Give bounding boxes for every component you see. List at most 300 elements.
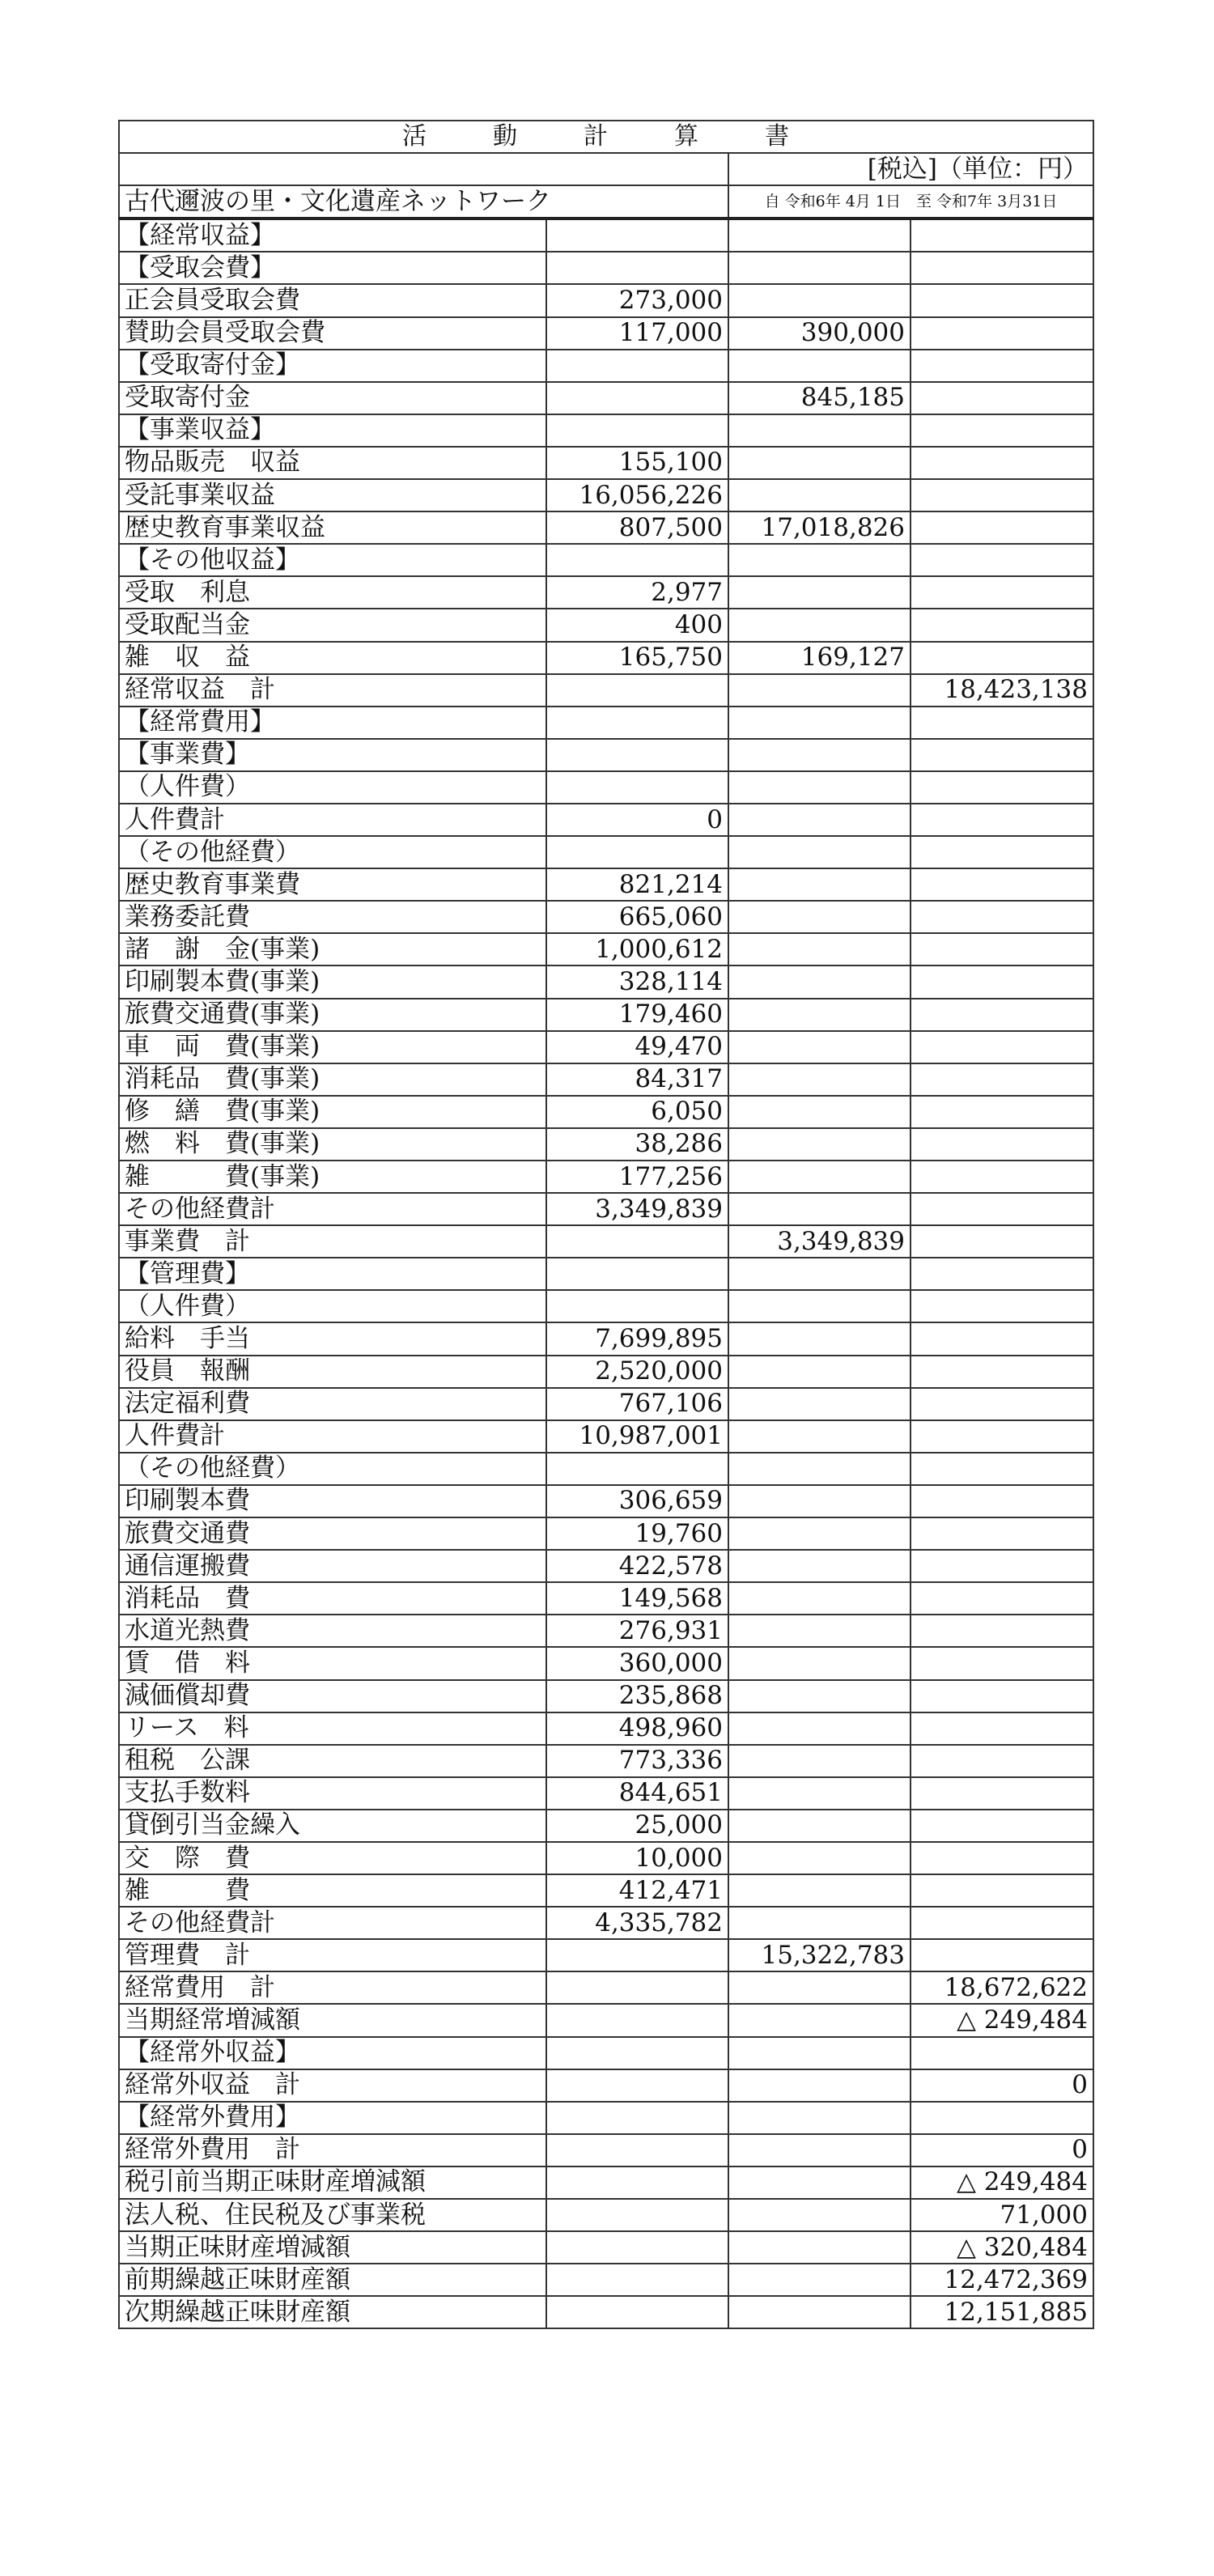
detail-amount: 7,699,895: [546, 1322, 728, 1355]
table-row: [119, 2264, 1093, 2296]
subtotal-amount: [728, 1842, 910, 1874]
item-label: 【その他収益】: [119, 544, 546, 576]
total-amount: [910, 1225, 1093, 1258]
total-amount: [910, 511, 1093, 544]
detail-amount: [546, 2069, 728, 2102]
table-row: [119, 317, 1093, 350]
total-amount: [910, 609, 1093, 641]
detail-amount: 276,931: [546, 1615, 728, 1647]
detail-amount: 412,471: [546, 1874, 728, 1907]
total-amount: [910, 1777, 1093, 1810]
subtotal-amount: [728, 1615, 910, 1647]
total-amount: [910, 1712, 1093, 1745]
item-label: 諸 謝 金(事業): [119, 933, 546, 965]
item-label: 経常費用 計: [119, 1971, 546, 2004]
detail-amount: 117,000: [546, 317, 728, 350]
total-amount: [910, 1453, 1093, 1485]
detail-amount: [546, 544, 728, 576]
subtotal-amount: [728, 804, 910, 836]
subtotal-amount: [728, 350, 910, 382]
detail-amount: 2,977: [546, 576, 728, 609]
detail-amount: 306,659: [546, 1485, 728, 1517]
item-label: 旅費交通費(事業): [119, 999, 546, 1031]
subtotal-amount: [728, 2166, 910, 2199]
subtotal-amount: [728, 1063, 910, 1096]
table-row: [119, 511, 1093, 544]
total-amount: [910, 804, 1093, 836]
subtotal-amount: [728, 2037, 910, 2069]
statement-title: 活 動 計 算 書: [119, 121, 1093, 153]
item-label: 支払手数料: [119, 1777, 546, 1810]
item-label: 当期正味財産増減額: [119, 2231, 546, 2264]
table-row: [119, 1453, 1093, 1485]
table-row: [119, 1907, 1093, 1939]
total-amount: [910, 1615, 1093, 1647]
detail-amount: 179,460: [546, 999, 728, 1031]
table-row: [119, 1225, 1093, 1258]
table-row: [119, 1680, 1093, 1712]
subtotal-amount: [728, 1096, 910, 1128]
detail-amount: [546, 2037, 728, 2069]
table-row: [119, 2102, 1093, 2134]
subtotal-amount: 845,185: [728, 382, 910, 414]
subtotal-amount: [728, 771, 910, 804]
detail-amount: 1,000,612: [546, 933, 728, 965]
detail-amount: [546, 2166, 728, 2199]
subtotal-amount: [728, 2199, 910, 2231]
detail-amount: 6,050: [546, 1096, 728, 1128]
total-amount: [910, 219, 1093, 252]
total-amount: [910, 1388, 1093, 1420]
item-label: その他経費計: [119, 1193, 546, 1225]
table-row: [119, 868, 1093, 901]
subtotal-amount: [728, 2231, 910, 2264]
total-amount: 12,472,369: [910, 2264, 1093, 2296]
detail-amount: [546, 1258, 728, 1290]
total-amount: [910, 447, 1093, 479]
item-label: 次期繰越正味財産額: [119, 2296, 546, 2328]
table-row: [119, 1615, 1093, 1647]
subtotal-amount: [728, 1810, 910, 1842]
subtotal-amount: [728, 2102, 910, 2134]
item-label: 【受取会費】: [119, 252, 546, 284]
subtotal-amount: [728, 1193, 910, 1225]
item-label: 雑 費: [119, 1874, 546, 1907]
item-label: 賛助会員受取会費: [119, 317, 546, 350]
total-amount: [910, 1874, 1093, 1907]
item-label: 給料 手当: [119, 1322, 546, 1355]
item-label: 法人税、住民税及び事業税: [119, 2199, 546, 2231]
item-label: 消耗品 費: [119, 1582, 546, 1615]
item-label: 車 両 費(事業): [119, 1031, 546, 1063]
total-amount: 18,672,622: [910, 1971, 1093, 2004]
detail-amount: 0: [546, 804, 728, 836]
total-amount: [910, 1680, 1093, 1712]
detail-amount: [546, 252, 728, 284]
detail-amount: 498,960: [546, 1712, 728, 1745]
detail-amount: [546, 414, 728, 447]
detail-amount: [546, 2199, 728, 2231]
item-label: 【管理費】: [119, 1258, 546, 1290]
table-row: [119, 999, 1093, 1031]
table-row: [119, 1550, 1093, 1582]
subtotal-amount: [728, 1161, 910, 1193]
subtotal-amount: [728, 1712, 910, 1745]
item-label: 歴史教育事業収益: [119, 511, 546, 544]
item-label: 税引前当期正味財産増減額: [119, 2166, 546, 2199]
table-row: [119, 965, 1093, 998]
total-amount: [910, 2102, 1093, 2134]
detail-amount: 25,000: [546, 1810, 728, 1842]
detail-amount: [546, 2102, 728, 2134]
item-label: 前期繰越正味財産額: [119, 2264, 546, 2296]
detail-amount: 400: [546, 609, 728, 641]
item-label: 人件費計: [119, 804, 546, 836]
subtotal-amount: [728, 1550, 910, 1582]
item-label: 【受取寄付金】: [119, 350, 546, 382]
total-amount: [910, 1745, 1093, 1777]
table-row: [119, 642, 1093, 674]
total-amount: [910, 707, 1093, 739]
subtotal-amount: [728, 2264, 910, 2296]
total-amount: [910, 382, 1093, 414]
item-label: 当期経常増減額: [119, 2004, 546, 2036]
total-amount: [910, 1842, 1093, 1874]
item-label: 経常外費用 計: [119, 2134, 546, 2166]
detail-amount: [546, 674, 728, 707]
table-row: [119, 609, 1093, 641]
item-label: 修 繕 費(事業): [119, 1096, 546, 1128]
unit-label: [税込]（単位：円）: [728, 153, 1093, 185]
subtotal-amount: [728, 965, 910, 998]
item-label: 経常外収益 計: [119, 2069, 546, 2102]
table-row: [119, 2004, 1093, 2036]
table-row: [119, 1322, 1093, 1355]
subtotal-amount: [728, 901, 910, 933]
total-amount: 12,151,885: [910, 2296, 1093, 2328]
total-amount: [910, 252, 1093, 284]
detail-amount: 422,578: [546, 1550, 728, 1582]
subtotal-amount: [728, 447, 910, 479]
table-row: [119, 804, 1093, 836]
table-row: [119, 674, 1093, 707]
item-label: 物品販売 収益: [119, 447, 546, 479]
item-label: 受取寄付金: [119, 382, 546, 414]
statement-body: [119, 121, 1093, 2328]
item-label: 人件費計: [119, 1420, 546, 1453]
total-amount: [910, 1063, 1093, 1096]
detail-amount: 844,651: [546, 1777, 728, 1810]
total-amount: [910, 544, 1093, 576]
total-amount: [910, 350, 1093, 382]
total-amount: [910, 999, 1093, 1031]
unit-row: [119, 153, 1093, 185]
item-label: その他経費計: [119, 1907, 546, 1939]
item-label: 【経常費用】: [119, 707, 546, 739]
item-label: 通信運搬費: [119, 1550, 546, 1582]
organization-row: [119, 185, 1093, 219]
table-row: [119, 1063, 1093, 1096]
detail-amount: [546, 1225, 728, 1258]
table-row: [119, 1810, 1093, 1842]
detail-amount: 767,106: [546, 1388, 728, 1420]
table-row: [119, 284, 1093, 316]
item-label: （人件費）: [119, 771, 546, 804]
detail-amount: 10,000: [546, 1842, 728, 1874]
item-label: 【事業費】: [119, 739, 546, 771]
total-amount: [910, 1031, 1093, 1063]
item-label: 【経常収益】: [119, 219, 546, 252]
subtotal-amount: [728, 284, 910, 316]
item-label: 交 際 費: [119, 1842, 546, 1874]
subtotal-amount: [728, 707, 910, 739]
item-label: 燃 料 費(事業): [119, 1128, 546, 1161]
table-row: [119, 1712, 1093, 1745]
subtotal-amount: 17,018,826: [728, 511, 910, 544]
activity-statement-table: [118, 120, 1094, 2329]
subtotal-amount: [728, 414, 910, 447]
detail-amount: 155,100: [546, 447, 728, 479]
detail-amount: [546, 836, 728, 868]
total-amount: △ 249,484: [910, 2004, 1093, 2036]
table-row: [119, 901, 1093, 933]
detail-amount: [546, 771, 728, 804]
table-row: [119, 1745, 1093, 1777]
detail-amount: [546, 2296, 728, 2328]
subtotal-amount: [728, 1322, 910, 1355]
total-amount: 18,423,138: [910, 674, 1093, 707]
item-label: 賃 借 料: [119, 1647, 546, 1679]
subtotal-amount: [728, 1517, 910, 1550]
total-amount: 71,000: [910, 2199, 1093, 2231]
table-row: [119, 1939, 1093, 1971]
table-row: [119, 382, 1093, 414]
item-label: 印刷製本費: [119, 1485, 546, 1517]
item-label: 歴史教育事業費: [119, 868, 546, 901]
item-label: 受取 利息: [119, 576, 546, 609]
unit-row-blank: [119, 153, 728, 185]
table-row: [119, 1290, 1093, 1322]
item-label: 受取配当金: [119, 609, 546, 641]
subtotal-amount: [728, 2134, 910, 2166]
item-label: 水道光熱費: [119, 1615, 546, 1647]
item-label: 租税 公課: [119, 1745, 546, 1777]
table-row: [119, 1388, 1093, 1420]
total-amount: [910, 414, 1093, 447]
table-row: [119, 219, 1093, 252]
detail-amount: [546, 1971, 728, 2004]
detail-amount: 19,760: [546, 1517, 728, 1550]
table-row: [119, 1874, 1093, 1907]
item-label: 【経常外費用】: [119, 2102, 546, 2134]
total-amount: [910, 868, 1093, 901]
table-row: [119, 1842, 1093, 1874]
table-row: [119, 1420, 1093, 1453]
total-amount: [910, 1322, 1093, 1355]
total-amount: [910, 479, 1093, 511]
item-label: 経常収益 計: [119, 674, 546, 707]
item-label: 【経常外収益】: [119, 2037, 546, 2069]
table-row: [119, 414, 1093, 447]
total-amount: [910, 2037, 1093, 2069]
total-amount: [910, 739, 1093, 771]
table-row: [119, 2231, 1093, 2264]
detail-amount: 235,868: [546, 1680, 728, 1712]
item-label: 雑 収 益: [119, 642, 546, 674]
subtotal-amount: [728, 609, 910, 641]
item-label: （その他経費）: [119, 1453, 546, 1485]
item-label: 正会員受取会費: [119, 284, 546, 316]
total-amount: [910, 965, 1093, 998]
total-amount: [910, 771, 1093, 804]
item-label: （人件費）: [119, 1290, 546, 1322]
detail-amount: 328,114: [546, 965, 728, 998]
detail-amount: [546, 382, 728, 414]
item-label: 旅費交通費: [119, 1517, 546, 1550]
table-row: [119, 836, 1093, 868]
table-row: [119, 1161, 1093, 1193]
table-row: [119, 1777, 1093, 1810]
table-row: [119, 2134, 1093, 2166]
item-label: 減価償却費: [119, 1680, 546, 1712]
item-label: 貸倒引当金繰入: [119, 1810, 546, 1842]
detail-amount: 16,056,226: [546, 479, 728, 511]
table-row: [119, 1485, 1093, 1517]
table-row: [119, 771, 1093, 804]
total-amount: [910, 1290, 1093, 1322]
subtotal-amount: [728, 739, 910, 771]
subtotal-amount: [728, 1356, 910, 1388]
detail-amount: [546, 707, 728, 739]
item-label: 管理費 計: [119, 1939, 546, 1971]
table-row: [119, 576, 1093, 609]
detail-amount: 821,214: [546, 868, 728, 901]
detail-amount: [546, 739, 728, 771]
total-amount: [910, 1258, 1093, 1290]
subtotal-amount: [728, 1128, 910, 1161]
table-row: [119, 1971, 1093, 2004]
subtotal-amount: [728, 1971, 910, 2004]
total-amount: 0: [910, 2069, 1093, 2102]
total-amount: [910, 1647, 1093, 1679]
table-row: [119, 447, 1093, 479]
detail-amount: [546, 219, 728, 252]
detail-amount: 49,470: [546, 1031, 728, 1063]
item-label: 法定福利費: [119, 1388, 546, 1420]
subtotal-amount: [728, 868, 910, 901]
subtotal-amount: [728, 1777, 910, 1810]
item-label: 受託事業収益: [119, 479, 546, 511]
detail-amount: [546, 2231, 728, 2264]
item-label: 業務委託費: [119, 901, 546, 933]
subtotal-amount: [728, 1290, 910, 1322]
total-amount: [910, 642, 1093, 674]
table-row: [119, 1582, 1093, 1615]
total-amount: [910, 1907, 1093, 1939]
detail-amount: 84,317: [546, 1063, 728, 1096]
subtotal-amount: [728, 933, 910, 965]
total-amount: [910, 1096, 1093, 1128]
subtotal-amount: [728, 836, 910, 868]
subtotal-amount: [728, 1680, 910, 1712]
total-amount: [910, 317, 1093, 350]
subtotal-amount: 169,127: [728, 642, 910, 674]
table-row: [119, 350, 1093, 382]
table-row: [119, 544, 1093, 576]
detail-amount: [546, 350, 728, 382]
subtotal-amount: [728, 1485, 910, 1517]
subtotal-amount: [728, 2004, 910, 2036]
total-amount: △ 320,484: [910, 2231, 1093, 2264]
table-row: [119, 2199, 1093, 2231]
table-row: [119, 479, 1093, 511]
table-row: [119, 2069, 1093, 2102]
subtotal-amount: [728, 1258, 910, 1290]
detail-amount: [546, 1453, 728, 1485]
subtotal-amount: [728, 1582, 910, 1615]
item-label: 印刷製本費(事業): [119, 965, 546, 998]
subtotal-amount: 390,000: [728, 317, 910, 350]
table-row: [119, 933, 1093, 965]
total-amount: [910, 901, 1093, 933]
detail-amount: 773,336: [546, 1745, 728, 1777]
subtotal-amount: [728, 544, 910, 576]
detail-amount: 360,000: [546, 1647, 728, 1679]
subtotal-amount: [728, 2296, 910, 2328]
total-amount: [910, 836, 1093, 868]
subtotal-amount: [728, 576, 910, 609]
table-row: [119, 1096, 1093, 1128]
subtotal-amount: [728, 1745, 910, 1777]
detail-amount: 807,500: [546, 511, 728, 544]
total-amount: [910, 1550, 1093, 1582]
table-row: [119, 1356, 1093, 1388]
total-amount: [910, 284, 1093, 316]
table-row: [119, 2296, 1093, 2328]
total-amount: [910, 1582, 1093, 1615]
item-label: 雑 費(事業): [119, 1161, 546, 1193]
subtotal-amount: [728, 1420, 910, 1453]
subtotal-amount: [728, 1907, 910, 1939]
detail-amount: 4,335,782: [546, 1907, 728, 1939]
subtotal-amount: [728, 1031, 910, 1063]
subtotal-amount: [728, 2069, 910, 2102]
detail-amount: 665,060: [546, 901, 728, 933]
table-row: [119, 1128, 1093, 1161]
item-label: 役員 報酬: [119, 1356, 546, 1388]
total-amount: [910, 1161, 1093, 1193]
detail-amount: [546, 2134, 728, 2166]
detail-amount: 177,256: [546, 1161, 728, 1193]
subtotal-amount: [728, 1647, 910, 1679]
total-amount: [910, 933, 1093, 965]
detail-amount: [546, 2004, 728, 2036]
item-label: 【事業収益】: [119, 414, 546, 447]
table-row: [119, 1517, 1093, 1550]
table-row: [119, 2037, 1093, 2069]
item-label: 消耗品 費(事業): [119, 1063, 546, 1096]
subtotal-amount: 3,349,839: [728, 1225, 910, 1258]
table-row: [119, 252, 1093, 284]
title-row: [119, 121, 1093, 153]
subtotal-amount: [728, 479, 910, 511]
total-amount: [910, 1810, 1093, 1842]
detail-amount: 3,349,839: [546, 1193, 728, 1225]
table-row: [119, 1647, 1093, 1679]
detail-amount: 165,750: [546, 642, 728, 674]
item-label: リース 料: [119, 1712, 546, 1745]
subtotal-amount: [728, 252, 910, 284]
